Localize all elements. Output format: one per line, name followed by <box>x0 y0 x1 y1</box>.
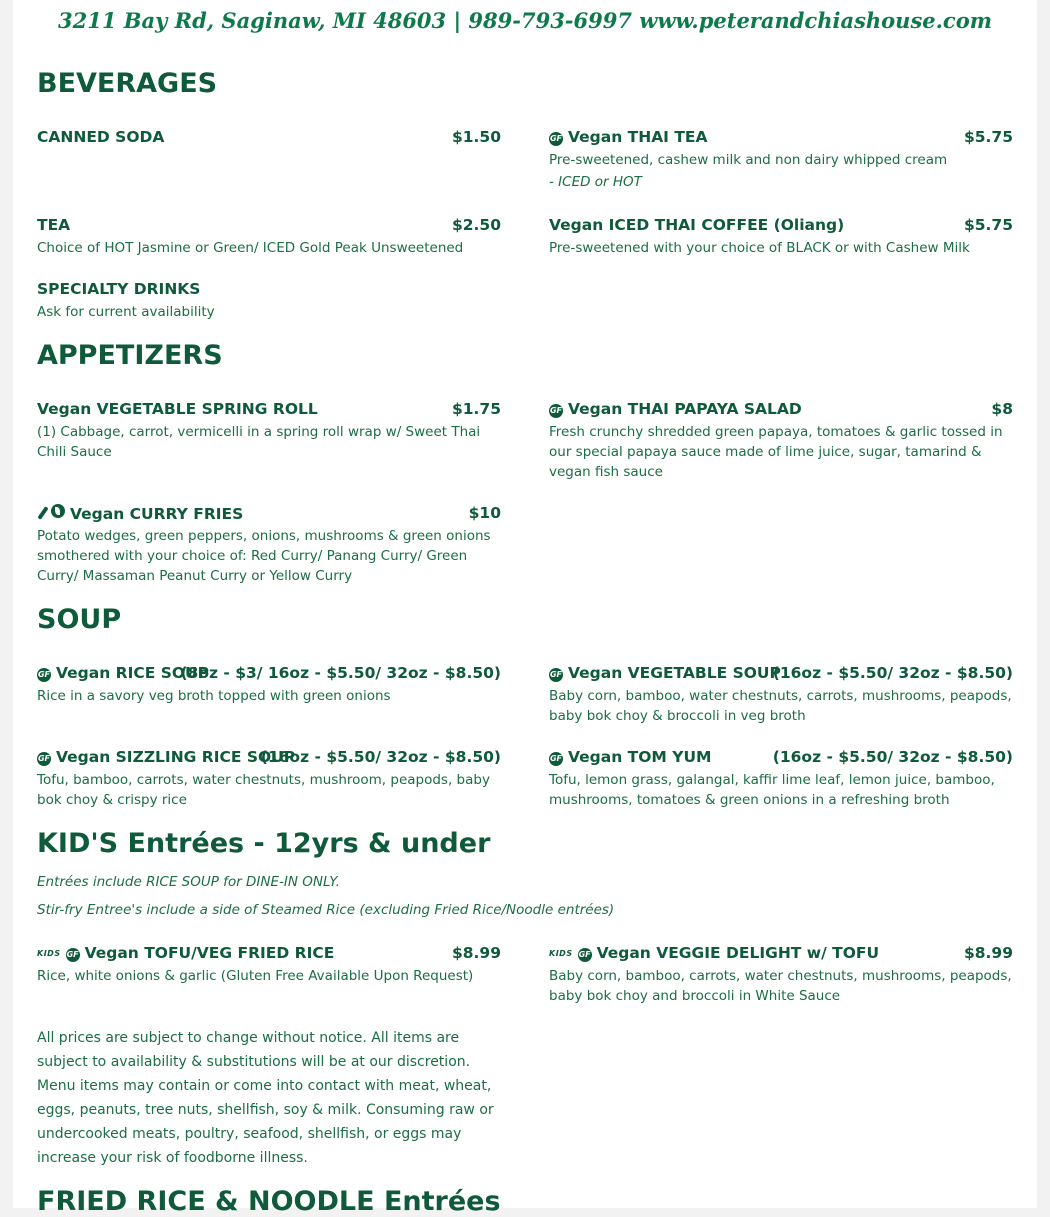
item-price: (16oz - $5.50/ 32oz - $8.50) <box>772 664 1013 682</box>
item-name: CANNED SODA <box>37 128 165 146</box>
item-price: $8 <box>991 400 1013 418</box>
item-description: Baby corn, bamboo, carrots, water chestnuts, mushrooms, peapods, baby bok choy and broccoli in White Sauce <box>549 968 1012 1004</box>
item-price: $5.75 <box>963 128 1013 146</box>
gluten-free-icon: GF <box>37 668 51 682</box>
item-name: Vegan VEGETABLE SOUP <box>568 664 781 682</box>
section-soup: SOUP <box>37 604 122 635</box>
gluten-free-icon: GF <box>37 752 51 766</box>
gluten-free-icon: GF <box>549 132 563 146</box>
item-price: (16oz - $5.50/ 32oz - $8.50) <box>772 748 1013 766</box>
vegan-leaf-icon <box>51 504 65 518</box>
item-description: Tofu, lemon grass, galangal, kaffir lime leaf, lemon juice, bamboo, mushrooms, tomatoes & green onions in a refreshing broth <box>549 772 995 808</box>
menu-item-rice-soup <box>37 664 501 706</box>
section-appetizers: APPETIZERS <box>37 340 223 371</box>
menu-item-spring-roll <box>37 400 501 462</box>
item-price: (8oz - $3/ 16oz - $5.50/ 32oz - $8.50) <box>180 664 501 682</box>
item-name: Vegan VEGGIE DELIGHT w/ TOFU <box>596 944 880 962</box>
kids-note-rice-soup: Entrées include RICE SOUP for DINE-IN ONLY. <box>37 874 341 890</box>
item-description: Rice in a savory veg broth topped with green onions <box>37 688 391 704</box>
menu-item-canned-soda <box>37 128 501 150</box>
item-description: Tofu, bamboo, carrots, water chestnuts, mushroom, peapods, baby bok choy & crispy rice <box>37 772 490 808</box>
item-price: $8.99 <box>451 944 501 962</box>
menu-page <box>13 0 1037 1217</box>
item-price: $1.75 <box>451 400 501 418</box>
allergen-disclaimer: All prices are subject to change without notice. All items are subject to availability & substitutions will be at our discretion. Menu items may contain or come into contact with meat, wheat, eggs, peanuts, tree nuts, shellfish, soy & milk. Consuming raw or undercooked meats, poultry, seafood, shellfish, or eggs may increase your risk of foodborne illness. <box>37 1030 494 1166</box>
menu-item-sizzling-rice-soup <box>37 748 501 810</box>
menu-item-tea <box>37 216 501 258</box>
item-description: Rice, white onions & garlic (Gluten Free Available Upon Request) <box>37 968 474 984</box>
item-description: Ask for current availability <box>37 304 215 320</box>
section-kids: KID'S Entrées - 12yrs & under <box>37 828 491 859</box>
item-name: Vegan TOM YUM <box>568 748 712 766</box>
menu-item-papaya-salad <box>549 400 1013 482</box>
item-price: $1.50 <box>451 128 501 146</box>
restaurant-address: 3211 Bay Rd, Saginaw, MI 48603 | 989-793-6997 www.peterandchiashouse.com <box>58 8 992 33</box>
menu-item-curry-fries <box>37 504 501 586</box>
menu-item-specialty-drinks <box>37 280 501 322</box>
item-name: Vegan TOFU/VEG FRIED RICE <box>84 944 335 962</box>
item-price: $2.50 <box>451 216 501 234</box>
item-name: Vegan THAI PAPAYA SALAD <box>568 400 802 418</box>
item-description: Pre-sweetened with your choice of BLACK or with Cashew Milk <box>549 240 970 256</box>
section-fried-rice-noodle: FRIED RICE & NOODLE Entrées <box>37 1186 501 1217</box>
section-beverages: BEVERAGES <box>37 68 218 99</box>
item-description: Choice of HOT Jasmine or Green/ ICED Gold Peak Unsweetened <box>37 240 464 256</box>
item-name: SPECIALTY DRINKS <box>37 280 201 298</box>
item-description: (1) Cabbage, carrot, vermicelli in a spring roll wrap w/ Sweet Thai Chili Sauce <box>37 424 481 460</box>
item-name: Vegan RICE SOUP <box>56 664 209 682</box>
menu-item-kids-fried-rice <box>37 944 501 986</box>
kids-icon: KIDS <box>549 949 573 958</box>
item-name: Vegan THAI TEA <box>568 128 708 146</box>
item-description: Fresh crunchy shredded green papaya, tomatoes & garlic tossed in our special papaya sauce made of lime juice, sugar, tamarind & vegan fish sauce <box>549 424 1003 480</box>
gluten-free-icon: GF <box>578 948 592 962</box>
menu-item-tom-yum <box>549 748 1013 810</box>
item-description: Potato wedges, green peppers, onions, mushrooms & green onions smothered with your choice of: Red Curry/ Panang Curry/ Green Curry/ Massaman Peanut Curry or Yellow Curry <box>37 528 491 584</box>
item-price: $5.75 <box>963 216 1013 234</box>
gluten-free-icon: GF <box>549 668 563 682</box>
item-price: (16oz - $5.50/ 32oz - $8.50) <box>260 748 501 766</box>
gluten-free-icon: GF <box>66 948 80 962</box>
item-name: TEA <box>37 216 71 234</box>
item-price: $10 <box>468 504 501 522</box>
menu-item-thai-tea <box>549 128 1013 190</box>
item-name: Vegan VEGETABLE SPRING ROLL <box>37 400 318 418</box>
gluten-free-icon: GF <box>549 404 563 418</box>
item-name: Vegan CURRY FRIES <box>70 505 244 523</box>
item-description: Baby corn, bamboo, water chestnuts, carrots, mushrooms, peapods, baby bok choy & broccoli in veg broth <box>549 688 1012 724</box>
item-note: - ICED or HOT <box>549 174 642 190</box>
spicy-chili-icon <box>37 506 48 520</box>
menu-item-kids-veggie-delight <box>549 944 1013 1006</box>
item-price: $8.99 <box>963 944 1013 962</box>
kids-note-steamed-rice: Stir-fry Entree's include a side of Steamed Rice (excluding Fried Rice/Noodle entrées) <box>37 902 615 918</box>
menu-item-thai-coffee <box>549 216 1013 258</box>
menu-item-vegetable-soup <box>549 664 1013 726</box>
item-name: Vegan SIZZLING RICE SOUP <box>56 748 296 766</box>
kids-icon: KIDS <box>37 949 61 958</box>
item-name: Vegan ICED THAI COFFEE (Oliang) <box>549 216 845 234</box>
gluten-free-icon: GF <box>549 752 563 766</box>
item-description: Pre-sweetened, cashew milk and non dairy whipped cream <box>549 152 948 168</box>
